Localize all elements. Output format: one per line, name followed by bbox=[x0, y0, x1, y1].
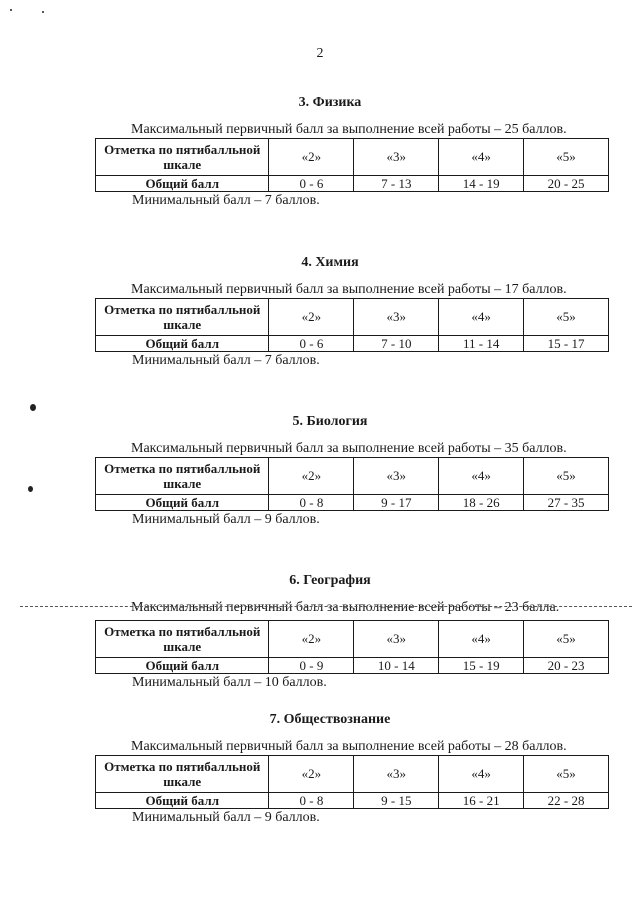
min-score: Минимальный балл – 10 баллов. bbox=[132, 675, 327, 690]
section-text: Максимальный первичный балл за выполнение всей работы – 28 баллов. bbox=[131, 739, 567, 754]
row-label: Отметка по пятибалльной шкале bbox=[96, 458, 269, 495]
score-label: Общий балл bbox=[96, 495, 269, 511]
section-text: Максимальный первичный балл за выполнение всей работы – 25 баллов. bbox=[131, 122, 567, 137]
grades-table bbox=[95, 620, 609, 674]
score-cell: 15 - 19 bbox=[439, 658, 524, 674]
score-cell: 0 - 8 bbox=[269, 495, 354, 511]
score-cell: 16 - 21 bbox=[439, 793, 524, 809]
grade-cell: «5» bbox=[524, 139, 609, 176]
grade-cell: «5» bbox=[524, 299, 609, 336]
score-cell: 7 - 10 bbox=[354, 336, 439, 352]
grades-table bbox=[95, 457, 609, 511]
grade-cell: «2» bbox=[269, 299, 354, 336]
score-cell: 27 - 35 bbox=[524, 495, 609, 511]
scan-speck bbox=[28, 486, 33, 492]
grade-cell: «3» bbox=[354, 621, 439, 658]
grade-cell: «3» bbox=[354, 458, 439, 495]
scan-speck bbox=[10, 9, 12, 11]
table-row bbox=[96, 756, 609, 793]
score-label: Общий балл bbox=[96, 793, 269, 809]
section-biology bbox=[0, 414, 640, 528]
table-row bbox=[96, 176, 609, 192]
min-score: Минимальный балл – 9 баллов. bbox=[132, 512, 320, 527]
section-title: 3. Физика bbox=[298, 95, 362, 110]
section-title: 6. География bbox=[289, 573, 371, 588]
score-cell: 9 - 17 bbox=[354, 495, 439, 511]
score-cell: 0 - 9 bbox=[269, 658, 354, 674]
grade-cell: «3» bbox=[354, 139, 439, 176]
score-cell: 0 - 6 bbox=[269, 336, 354, 352]
table-row bbox=[96, 458, 609, 495]
score-cell: 11 - 14 bbox=[439, 336, 524, 352]
score-cell: 9 - 15 bbox=[354, 793, 439, 809]
grade-cell: «4» bbox=[439, 756, 524, 793]
table-row bbox=[96, 658, 609, 674]
score-cell: 0 - 8 bbox=[269, 793, 354, 809]
grades-table bbox=[95, 755, 609, 809]
score-label: Общий балл bbox=[96, 658, 269, 674]
score-cell: 0 - 6 bbox=[269, 176, 354, 192]
grade-cell: «2» bbox=[269, 621, 354, 658]
min-score: Минимальный балл – 7 баллов. bbox=[132, 353, 320, 368]
section-title: 7. Обществознание bbox=[269, 712, 391, 727]
row-label: Отметка по пятибалльной шкале bbox=[96, 756, 269, 793]
scan-artifact-line bbox=[20, 606, 632, 607]
table-row bbox=[96, 299, 609, 336]
score-cell: 7 - 13 bbox=[354, 176, 439, 192]
grade-cell: «4» bbox=[439, 458, 524, 495]
row-label: Отметка по пятибалльной шкале bbox=[96, 299, 269, 336]
min-score: Минимальный балл – 9 баллов. bbox=[132, 810, 320, 825]
section-chemistry bbox=[0, 255, 640, 369]
grades-table bbox=[95, 138, 609, 192]
scan-speck bbox=[30, 404, 36, 411]
grade-cell: «5» bbox=[524, 756, 609, 793]
grade-cell: «2» bbox=[269, 458, 354, 495]
table-row bbox=[96, 793, 609, 809]
section-text: Максимальный первичный балл за выполнение всей работы – 23 балла. bbox=[131, 600, 560, 615]
page-number: 2 bbox=[316, 46, 324, 61]
section-title: 5. Биология bbox=[292, 414, 368, 429]
grades-table bbox=[95, 298, 609, 352]
score-label: Общий балл bbox=[96, 336, 269, 352]
table-row bbox=[96, 336, 609, 352]
score-cell: 20 - 25 bbox=[524, 176, 609, 192]
score-cell: 15 - 17 bbox=[524, 336, 609, 352]
table-row bbox=[96, 495, 609, 511]
grade-cell: «5» bbox=[524, 458, 609, 495]
grade-cell: «4» bbox=[439, 139, 524, 176]
section-title: 4. Химия bbox=[301, 255, 359, 270]
grade-cell: «4» bbox=[439, 621, 524, 658]
row-label: Отметка по пятибалльной шкале bbox=[96, 621, 269, 658]
min-score: Минимальный балл – 7 баллов. bbox=[132, 193, 320, 208]
section-text: Максимальный первичный балл за выполнение всей работы – 17 баллов. bbox=[131, 282, 567, 297]
score-cell: 14 - 19 bbox=[439, 176, 524, 192]
scan-speck bbox=[42, 11, 44, 13]
grade-cell: «3» bbox=[354, 756, 439, 793]
table-row bbox=[96, 139, 609, 176]
grade-cell: «2» bbox=[269, 139, 354, 176]
score-cell: 18 - 26 bbox=[439, 495, 524, 511]
table-row bbox=[96, 621, 609, 658]
grade-cell: «2» bbox=[269, 756, 354, 793]
section-physics bbox=[0, 95, 640, 209]
section-social-studies bbox=[0, 712, 640, 826]
grade-cell: «4» bbox=[439, 299, 524, 336]
section-geography bbox=[0, 573, 640, 691]
grade-cell: «3» bbox=[354, 299, 439, 336]
grade-cell: «5» bbox=[524, 621, 609, 658]
row-label: Отметка по пятибалльной шкале bbox=[96, 139, 269, 176]
score-cell: 22 - 28 bbox=[524, 793, 609, 809]
score-label: Общий балл bbox=[96, 176, 269, 192]
score-cell: 10 - 14 bbox=[354, 658, 439, 674]
score-cell: 20 - 23 bbox=[524, 658, 609, 674]
section-text: Максимальный первичный балл за выполнение всей работы – 35 баллов. bbox=[131, 441, 567, 456]
